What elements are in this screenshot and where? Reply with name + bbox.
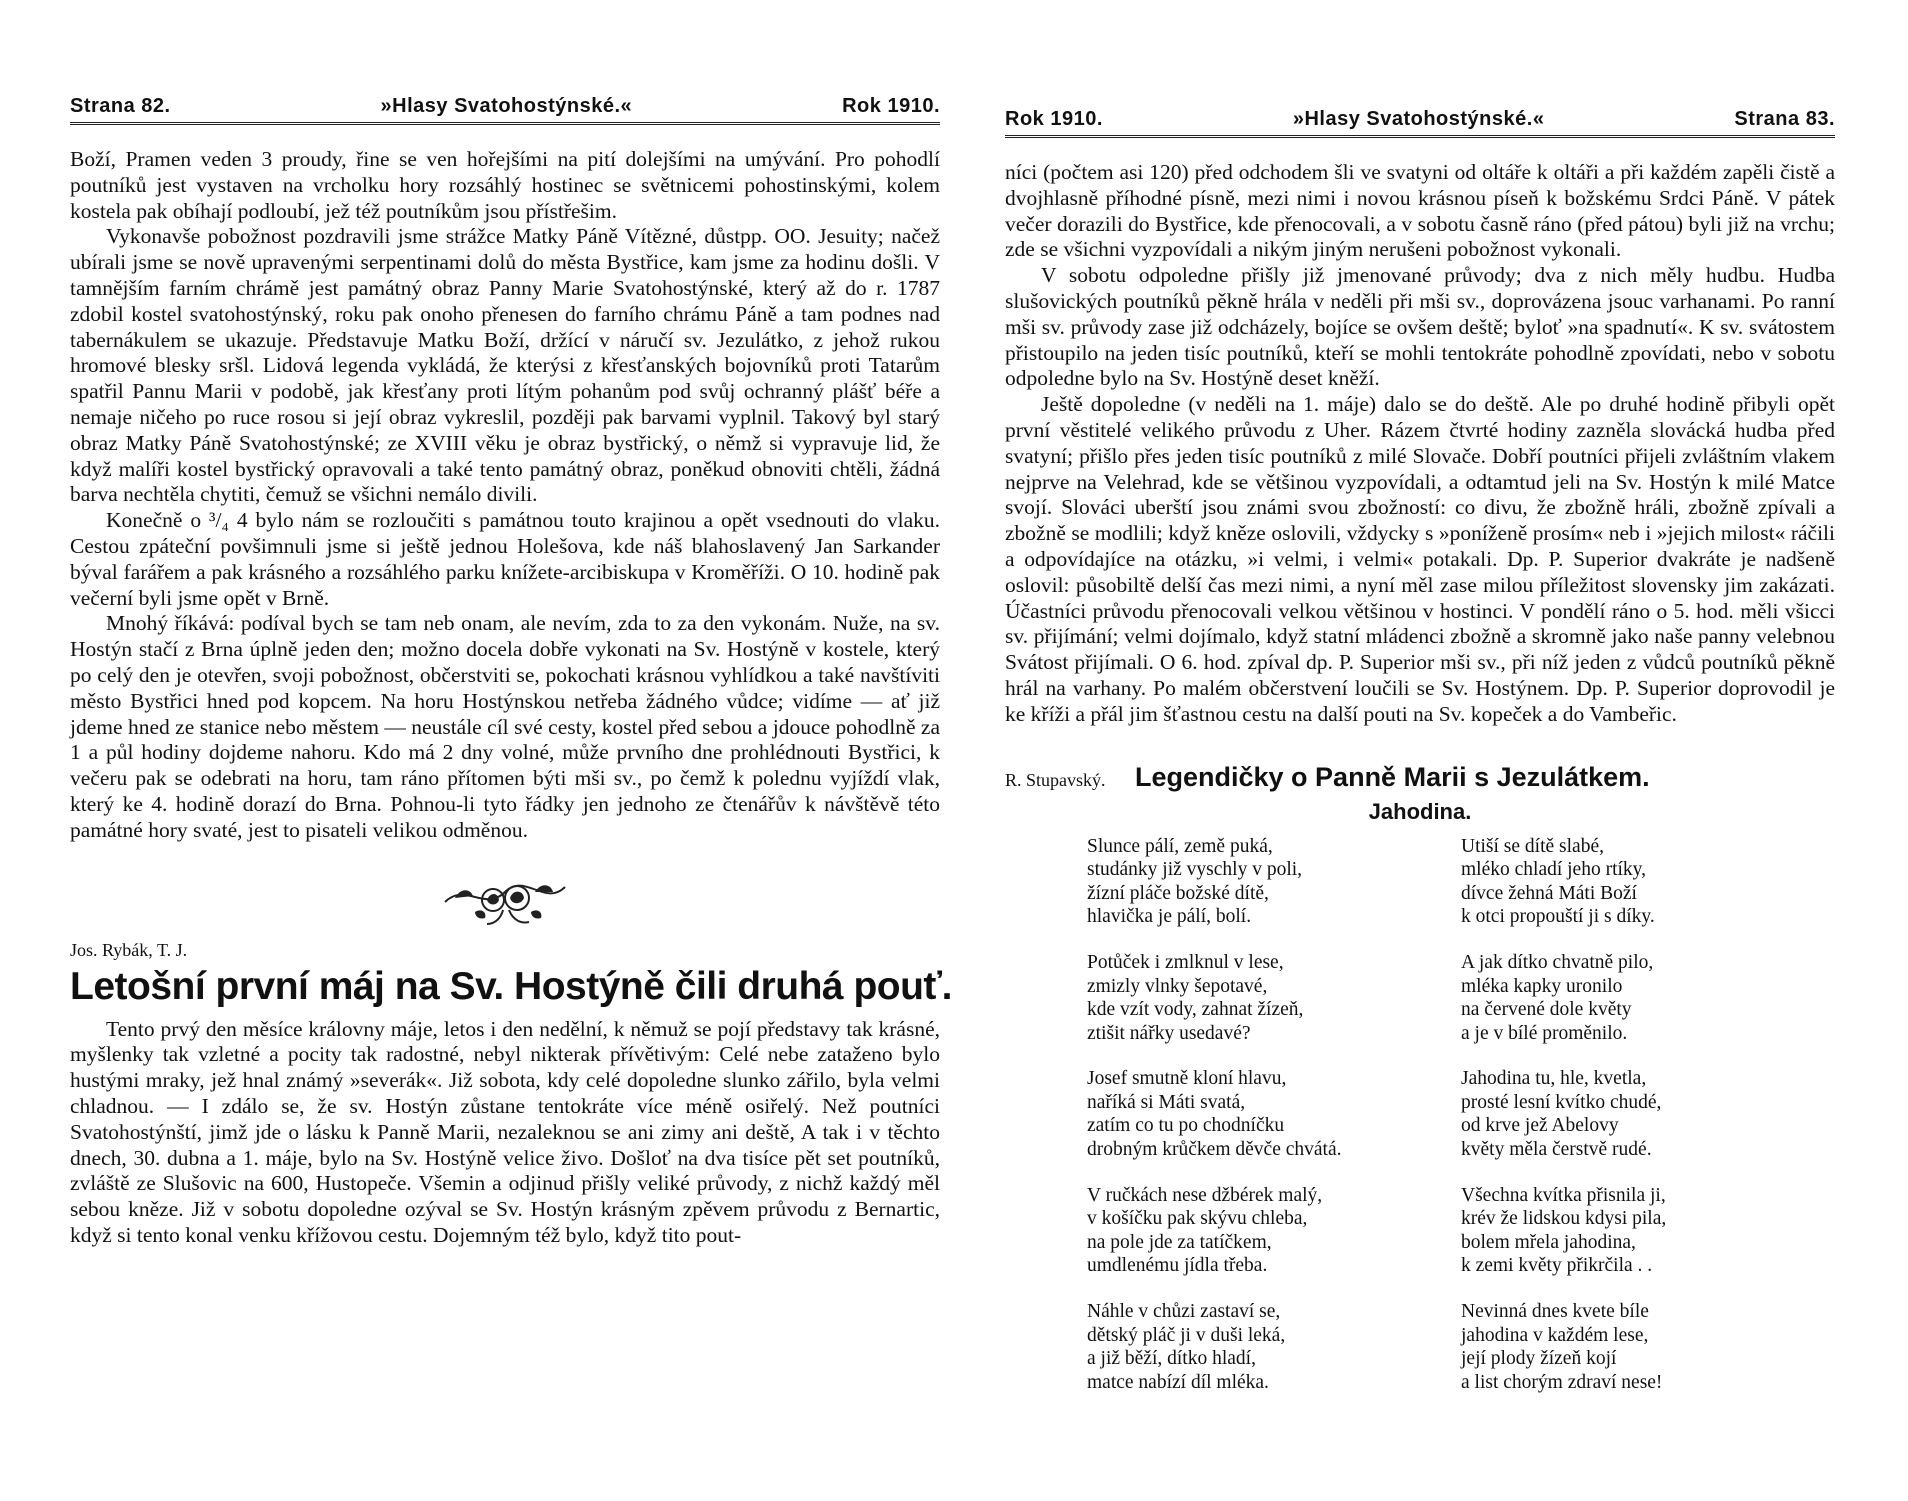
verse-line: Josef smutně kloní hlavu,	[1087, 1068, 1287, 1090]
stanza	[1087, 951, 1461, 1045]
poem-subtitle: Jahodina.	[1368, 798, 1472, 824]
verse-line: na pole jde za tatíčkem,	[1087, 1231, 1272, 1253]
verse-line: zatím co tu po chodníčku	[1087, 1115, 1285, 1137]
right-page	[1005, 0, 1835, 1501]
verse-line: hlavička je pálí, bolí.	[1087, 906, 1252, 928]
verse-line: a list chorým zdraví nese!	[1461, 1371, 1663, 1393]
verse-line: studánky již vyschly v poli,	[1087, 859, 1303, 881]
paragraph: Ještě dopoledne (v neděli na 1. máje) dalo se do deště. Ale po druhé hodině přibyli opět první věstitelé velikého průvodu z Uher. Rázem čtvrté hodiny zazněla slovácká hudba před svatyní; přišlo přes jeden tisíc poutníků z milé Slovače. Dobří poutníci přijeli zvláštním vlakem nejprve na Velehrad, kde se většinou vyzpovídali, a odtamtud jeli na Sv. Hostýn k milé Matce svojí. Slováci uberští jsou známi svou zbožností: co divu, že zbožně hráli, zbožně zpívali a zbožně se modlili; když kněze oslovili, vždycky s »poníženě prosím« neb i »jejich milost« ráčili a odpovídajíce na otázku, »i velmi, i velmi« potakali. Dp. P. Superior dvakráte je nadšeně oslovil: působiltě delší čas mezi nimi, a nyní měl zase milou příležitost slovensky jim zakázati. Účastníci průvodu přenocovali velkou většinou v hostinci. V pondělí ráno o 5. hod. měli všicci sv. přijímání; velmi dojímalo, když statní mládenci zbožně a skromně jako naše panny velebnou Svátost přijímali. O 6. hod. zpíval dp. P. Superior mši sv., při níž jeden z vůdců poutníků pěkně hrál na varhany. Po malém občerstvení loučili se Sv. Hostýnem. Dp. P. Superior doprovodil je ke kříži a přál jim šťastnou cestu na další pouti na Sv. kopeček a do Vambeřic.	[1005, 392, 1835, 726]
verse-line: matce nabízí díl mléka.	[1087, 1371, 1269, 1393]
poem-author: R. Stupavský.	[1005, 769, 1106, 790]
verse-line: jahodina v každém lese,	[1461, 1324, 1649, 1346]
verse-line: Jahodina tu, hle, kvetla,	[1461, 1068, 1647, 1090]
paragraph: Vykonavše pobožnost pozdravili jsme strážce Matky Páně Vítězné, důstpp. OO. Jesuity; načež ubírali jsme se nově upravenými serpentinami dolů do města Bystřice, kam jsme za hodinu došli. V tamnějším farním chrámě jest památný obraz Panny Marie Svatohostýnské, který až do r. 1787 zdobil kostel svatohostýnský, roku pak onoho přenesen do farního chrámu Páně a tam podnes nad tabernákulem se ukazuje. Představuje Matku Boží, držící v náručí sv. Jezulátko, z jehož rukou hromové blesky sršl. Lidová legenda vykládá, že kterýsi z křesťanských bojovníků proti Tatarům spatřil Pannu Marii v podobě, jak křesťany proti lítým pohanům pod svůj ochranný plášť béře a nemaje ničeho po ruce rosou si její obraz vykreslil, později pak barvami vyplnil. Takový byl starý obraz Matky Páně Svatohostýnské; ze XVIII věku je obraz bystřický, o němž si vypravuje lid, že když malíři kostel bystřický opravovali a také tento památný obraz, poněkud obnoviti chtěli, žádná barva nechtěla chytiti, čemuž se všichni nemálo divili.	[70, 224, 940, 507]
article-byline: Jos. Rybák, T. J.	[70, 939, 188, 960]
verse-line: drobným krůčkem děvče chvátá.	[1087, 1139, 1342, 1161]
verse-line: krév že lidskou kdysi pila,	[1461, 1208, 1667, 1230]
verse-line: Utiší se dítě slabé,	[1461, 835, 1604, 857]
poem-column-right	[1461, 835, 1835, 1417]
verse-line: květy měla čerstvě rudé.	[1461, 1139, 1652, 1161]
verse-line: k otci propouští ji s díky.	[1461, 906, 1655, 928]
paragraph: V sobotu odpoledne přišly již jmenované průvody; dva z nich měly hudbu. Hudba slušovických poutníků pěkně hrála v neděli při mši sv., doprovázena jsouc varhanami. Po ranní mši sv. průvody zase již odcházely, bojíce se ovšem deště; byloť »na spadnutí«. K sv. svátostem přistoupilo na jeden tisíc poutníků, kteří se mohli tentokráte pohodlně zpovídati, nebo v sobotu odpoledne bylo na Sv. Hostýně deset kněží.	[1005, 263, 1835, 391]
left-journal-title: »Hlasy Svatohostýnské.«	[380, 95, 633, 117]
paragraph: Konečně o ³/₄ 4 bylo nám se rozloučiti s památnou touto krajinou a opět vsednouti do vlaku. Cestou zpáteční povšimnuli jsme si ještě jednou Holešova, kde náš blahoslavený Jan Sarkander býval farářem a pak krásného a rozsáhlého parku knížete-arcibiskupa v Kroměříži. O 10. hodině pak večerní byli jsme opět v Brně.	[70, 508, 940, 610]
verse-line: Nevinná dnes kvete bíle	[1461, 1301, 1649, 1323]
left-running-head	[70, 95, 940, 125]
verse-line: Potůček i zmlknul v lese,	[1087, 951, 1284, 973]
right-running-head	[1005, 108, 1835, 138]
rose-ornament-icon	[435, 862, 575, 928]
paragraph: Mnohý říkává: podíval bych se tam neb onam, ale nevím, zda to za den vykonám. Nuže, na sv. Hostýn stačí z Brna úplně jeden den; možno docela dobře vykonati na Sv. Hostýně v kostele, který po celý den je otevřen, svoji pobožnost, občerstviti se, pokochati krásnou vyhlídkou a také navštíviti město Bystřici hned pod kopcem. Na horu Hostýnskou netřeba žádného vůdce; vidíme — ať již jdeme hned ze stanice nebo městem — neustále cíl své cesty, kostel před sebou a jdouce pohodlně za 1 a půl hodiny dojdeme nahoru. Kdo má 2 dny volné, může prvního dne prohlédnouti Bystřici, k večeru pak se odebrati na horu, tam ráno přítomen býti mši sv., po čemž k polednu vyjíždí vlak, který ke 4. hodině dorazí do Brna. Pohnou-li tyto řádky jen jednoho ze čtenářův k návštěvě této památné hory svaté, jest to pisateli velikou odměnou.	[70, 611, 940, 842]
stanza	[1461, 1067, 1835, 1161]
verse-line: na červené dole květy	[1461, 999, 1632, 1021]
verse-line: zmizly vlnky šepotavé,	[1087, 975, 1268, 997]
stanza	[1087, 1300, 1461, 1394]
verse-line: žízní pláče božské dítě,	[1087, 882, 1269, 904]
stanza	[1461, 1300, 1835, 1394]
verse-line: v košíčku pak skývu chleba,	[1087, 1208, 1308, 1230]
verse-line: Všechna kvítka přisnila ji,	[1461, 1184, 1666, 1206]
poem-body	[1087, 835, 1835, 1417]
verse-line: bolem mřela jahodina,	[1461, 1231, 1636, 1253]
verse-line: mléko chladí jeho rtíky,	[1461, 859, 1647, 881]
stanza	[1087, 835, 1461, 929]
verse-line: od krve jež Abelovy	[1461, 1115, 1619, 1137]
verse-line: a již běží, dítko hladí,	[1087, 1348, 1256, 1370]
stanza	[1461, 835, 1835, 929]
verse-line: prosté lesní kvítko chudé,	[1461, 1091, 1662, 1113]
verse-line: její plody žízeň kojí	[1461, 1348, 1617, 1370]
poem-title: Legendičky o Panně Marii s Jezulátkem.	[1135, 761, 1650, 792]
article-body	[70, 1017, 940, 1249]
left-year: Rok 1910.	[842, 95, 940, 117]
verse-line: V ručkách nese džbérek malý,	[1087, 1184, 1323, 1206]
verse-line: umdlenému jídla třeba.	[1087, 1255, 1268, 1277]
verse-line: k zemi květy přikrčila . .	[1461, 1255, 1653, 1277]
stanza	[1461, 1184, 1835, 1278]
stanza	[1461, 951, 1835, 1045]
verse-line: kde vzít vody, zahnat žízeň,	[1087, 999, 1304, 1021]
verse-line: a je v bílé proměnilo.	[1461, 1022, 1628, 1044]
verse-line: dětský pláč ji v duši leká,	[1087, 1324, 1286, 1346]
article-headline: Letošní první máj na Sv. Hostýně čili druhá pouť.	[70, 964, 952, 1008]
poem-column-left	[1087, 835, 1461, 1417]
verse-line: Náhle v chůzi zastaví se,	[1087, 1301, 1281, 1323]
verse-line: dívce žehná Máti Boží	[1461, 882, 1637, 904]
paragraph: Boží, Pramen veden 3 proudy, řine se ven hořejšími na pití dolejšími na umývání. Pro pohodlí poutníků jest vystaven na vrcholku hory rozsáhlý hostinec se světnicemi pohostinskými, kolem kostela pak obíhají podloubí, jež též poutníkům jsou přístřešim.	[70, 147, 940, 223]
right-article-continuation	[1005, 160, 1835, 728]
paragraph: níci (počtem asi 120) před odchodem šli ve svatyni od oltáře k oltáři a při každém zapěli čistě a dvojhlasně příhodné písně, mezi nimi i novou krásnou píseň k božskému Srdci Páně. V pátek večer dorazili do Bystřice, kde přenocovali, a v sobotu časně ráno (před pátou) byli již na vrchu; zde se všichni vyzpovídali a nikým jiným nerušeni pobožnost vykonali.	[1005, 160, 1835, 262]
right-year: Rok 1910.	[1005, 108, 1103, 130]
paragraph: Tento prvý den měsíce královny máje, letos i den nedělní, k němuž se pojí představy tak krásné, myšlenky tak vzletné a pocity tak radostné, nebyl nikterak přívětivým: Celé nebe zataženo bylo hustými mraky, jež hnal známý »severák«. Již sobota, kdy celé dopoledne slunko zářilo, byla velmi chladnou. — I zdálo se, že sv. Hostýn zůstane tentokráte více méně osiřelý. Než poutníci Svatohostýnští, jimž jde o lásku k Panně Marii, nezaleknou se ani zimy ani deště, A tak i v těchto dnech, 30. dubna a 1. máje, bylo na Sv. Hostýně velice živo. Došloť na dva tisíce pět set poutníků, zvláště ze Slušovic na 600, Hustopeče. Všemin a odjinud přišly veliké průvody, z nichž každý měl sebou kněze. Již v sobotu dopoledne ozýval se Sv. Hostýn krásným zpěvem průvodu z Bernartic, když si tento konal venku křížovou cestu. Dojemným též bylo, když tito pout-	[70, 1016, 940, 1247]
stanza	[1087, 1067, 1461, 1161]
verse-line: mléka kapky uronilo	[1461, 975, 1623, 997]
verse-line: ztišit nářky usedavé?	[1087, 1022, 1251, 1044]
left-article-continuation	[70, 147, 940, 844]
left-page-number: Strana 82.	[70, 95, 171, 117]
verse-line: A jak dítko chvatně pilo,	[1461, 951, 1654, 973]
verse-line: naříká si Máti svatá,	[1087, 1091, 1246, 1113]
stanza	[1087, 1184, 1461, 1278]
right-journal-title: »Hlasy Svatohostýnské.«	[1292, 108, 1545, 130]
right-page-number: Strana 83.	[1734, 108, 1835, 130]
verse-line: Slunce pálí, země puká,	[1087, 835, 1273, 857]
poem-heading	[1005, 762, 1835, 793]
left-page	[70, 0, 952, 1501]
